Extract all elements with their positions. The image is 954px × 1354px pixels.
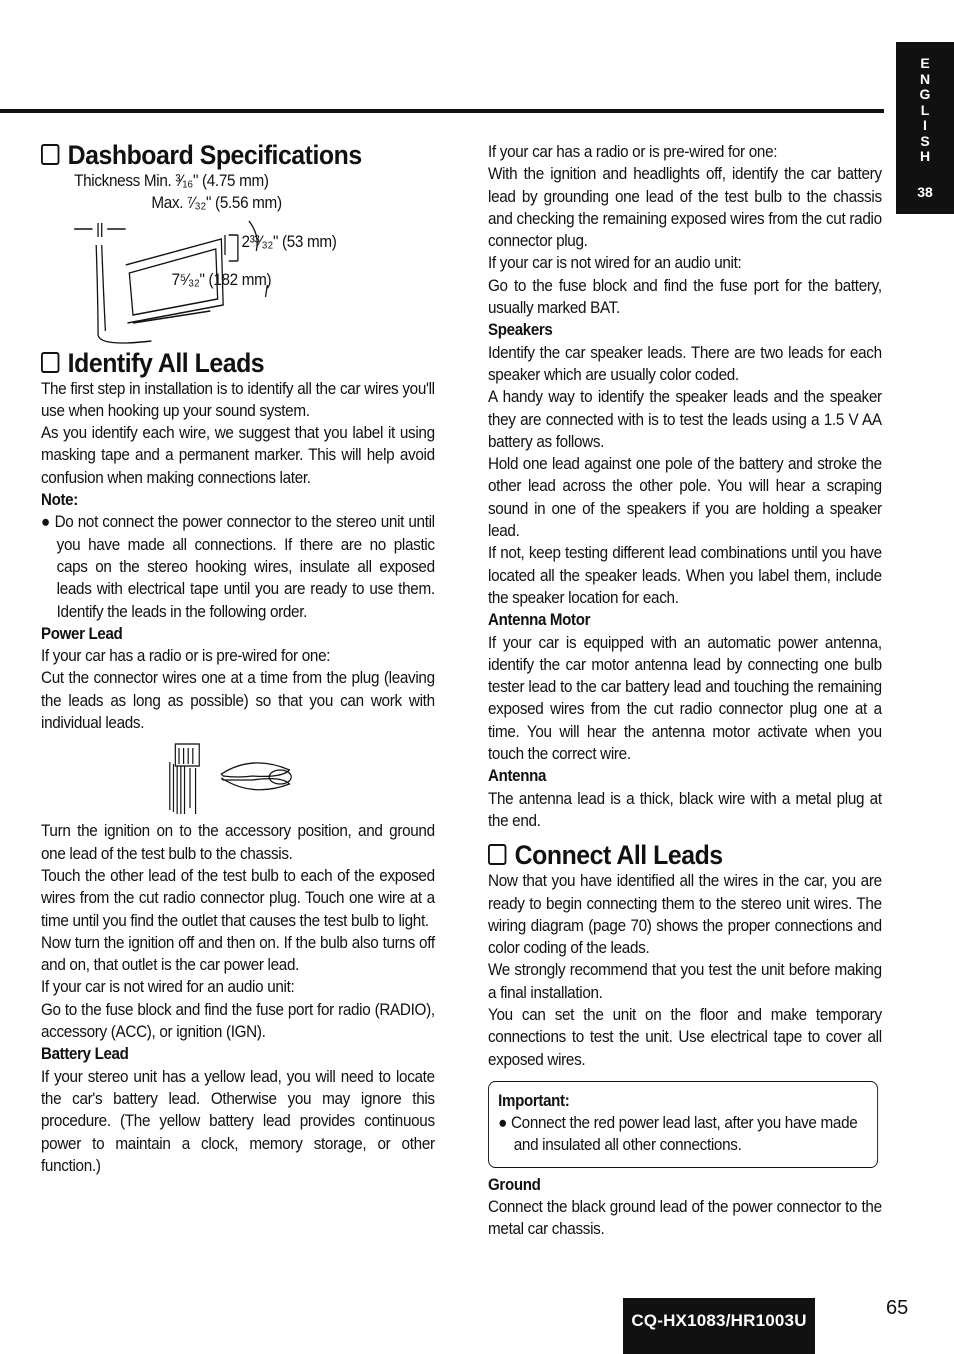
important-box xyxy=(488,1081,878,1168)
language-tab-letters: E N G L I S H xyxy=(919,55,931,164)
battery-lead-label: Battery Lead xyxy=(41,1045,129,1064)
thickness-min: Thickness Min. ³⁄₁₆" (4.75 mm) xyxy=(74,171,269,190)
connect-heading: Connect All Leads xyxy=(488,840,882,870)
battery-cont-p1: If your car has a radio or is pre-wired for one: xyxy=(488,142,778,161)
model-number-bar: CQ-HX1083/HR1003U xyxy=(623,1298,815,1354)
language-tab xyxy=(896,42,954,214)
antenna-label: Antenna xyxy=(488,767,547,786)
connect-p3: You can set the unit on the floor and make temporary connections to test the unit. Use electrical tape to cover all exposed wires. xyxy=(488,1004,882,1069)
connector-and-cutter-illustration xyxy=(41,734,435,820)
power-lead-p3: Turn the ignition on to the accessory position, and ground one lead of the test bulb to the chassis. xyxy=(41,821,435,863)
antenna-motor-label: Antenna Motor xyxy=(488,611,591,630)
dashboard-diagram xyxy=(41,215,435,347)
speakers-p2: A handy way to identify the speaker leads and the speaker they are connected with is to test the leads using a 1.5 V AA battery as follows. xyxy=(488,387,882,451)
power-lead-p2: Cut the connector wires one at a time from the plug (leaving the leads as long as possible) so that you can work with individual leads. xyxy=(41,668,435,733)
height-dimension: 2³³⁄₃₂" (53 mm) xyxy=(241,231,337,251)
ground-label: Ground xyxy=(488,1175,541,1194)
power-lead-p6: If your car is not wired for an audio unit: xyxy=(41,977,295,997)
top-rule xyxy=(0,109,884,113)
checkbox-square-icon xyxy=(488,844,506,865)
note-label: Note: xyxy=(41,491,78,510)
battery-cont-p4: Go to the fuse block and find the fuse port for the battery, usually marked BAT. xyxy=(488,275,882,318)
identify-paragraph-2: As you identify each wire, we suggest that you label it using masking tape and a permanent marker. This will help avoid confusion when making connections later. xyxy=(41,423,435,487)
thickness-max: Max. ⁷⁄₃₂" (5.56 mm) xyxy=(151,193,282,213)
page-number: 65 xyxy=(886,1297,909,1319)
speakers-p4: If not, keep testing different lead combinations until you have located all the speaker leads. When you label them, include the speaker location for each. xyxy=(488,543,882,607)
power-lead-p1: If your car has a radio or is pre-wired for one: xyxy=(41,646,331,666)
important-label: Important: xyxy=(498,1091,570,1110)
power-lead-p5: Now turn the ignition off and then on. If the bulb also turns off and on, that outlet is the car power lead. xyxy=(41,932,435,975)
battery-cont-p2: With the ignition and headlights off, identify the car battery lead by grounding one lead of the test bulb to the chassis and checking the remaining exposed wires from the cut radio connector plug. xyxy=(488,164,882,251)
ground-p1: Connect the black ground lead of the power connector to the metal car chassis. xyxy=(488,1197,882,1239)
speakers-p1: Identify the car speaker leads. There are two leads for each speaker which are usually color coded. xyxy=(488,342,882,384)
width-dimension: 7⁵⁄₃₂" (182 mm) xyxy=(171,269,272,289)
antenna-p1: The antenna lead is a thick, black wire with a metal plug at the end. xyxy=(488,788,882,830)
connect-p2: We strongly recommend that you test the unit before making a final installation. xyxy=(488,960,882,1002)
dashboard-heading: Dashboard Specifications xyxy=(41,140,435,170)
right-column xyxy=(488,141,882,1241)
wire-cutter-icon xyxy=(41,734,435,820)
identify-paragraph-1: The first step in installation is to identify all the car wires you'll use when hooking up your sound system. xyxy=(41,378,435,420)
battery-cont-p3: If your car is not wired for an audio unit: xyxy=(488,253,742,273)
note-bullet: ● Do not connect the power connector to the stereo unit until you have made all connections. If there are no plastic caps on the stereo hooking wires, insulate all exposed leads with electrical tape until you are ready to use them. Identify the leads in the following order. xyxy=(41,512,435,621)
speakers-label: Speakers xyxy=(488,321,553,340)
power-lead-label: Power Lead xyxy=(41,624,123,643)
connect-p1: Now that you have identified all the wires in the car, you are ready to begin connecting them to the stereo unit wires. The wiring diagram (page 70) shows the proper connections and color coding of the leads. xyxy=(488,871,882,958)
checkbox-square-icon xyxy=(41,352,59,373)
battery-lead-p1: If your stereo unit has a yellow lead, you will need to locate the car's battery lead. Otherwise you may ignore this procedure. (The yellow battery lead provides continuous power to maintain a clock, memory storage, or other function.) xyxy=(41,1066,435,1175)
checkbox-square-icon xyxy=(41,144,59,165)
power-lead-p4: Touch the other lead of the test bulb to each of the exposed wires from the cut radio connector plug. Touch one wire at a time until you find the outlet that causes the test bulb to light. xyxy=(41,865,435,930)
identify-heading: Identify All Leads xyxy=(41,348,435,378)
important-bullet: ● Connect the red power lead last, after you have made and insulated all other connections. xyxy=(498,1113,858,1155)
speakers-p3: Hold one lead against one pole of the battery and stroke the other lead across the other pole. You will hear a scraping sound in one of the speakers if you are holding a speaker lead. xyxy=(488,454,882,541)
section-page-number: 38 xyxy=(917,184,933,200)
left-column xyxy=(41,140,435,1177)
power-lead-p7: Go to the fuse block and find the fuse port for radio (RADIO), accessory (ACC), or ignition (IGN). xyxy=(41,999,435,1042)
antenna-motor-p1: If your car is equipped with an automatic power antenna, identify the car motor antenna lead by connecting one bulb tester lead to the car battery lead and touching the remaining exposed wires from the cut radio connector plug one at a time. You will hear the antenna motor activate when you touch the correct wire. xyxy=(488,632,882,764)
